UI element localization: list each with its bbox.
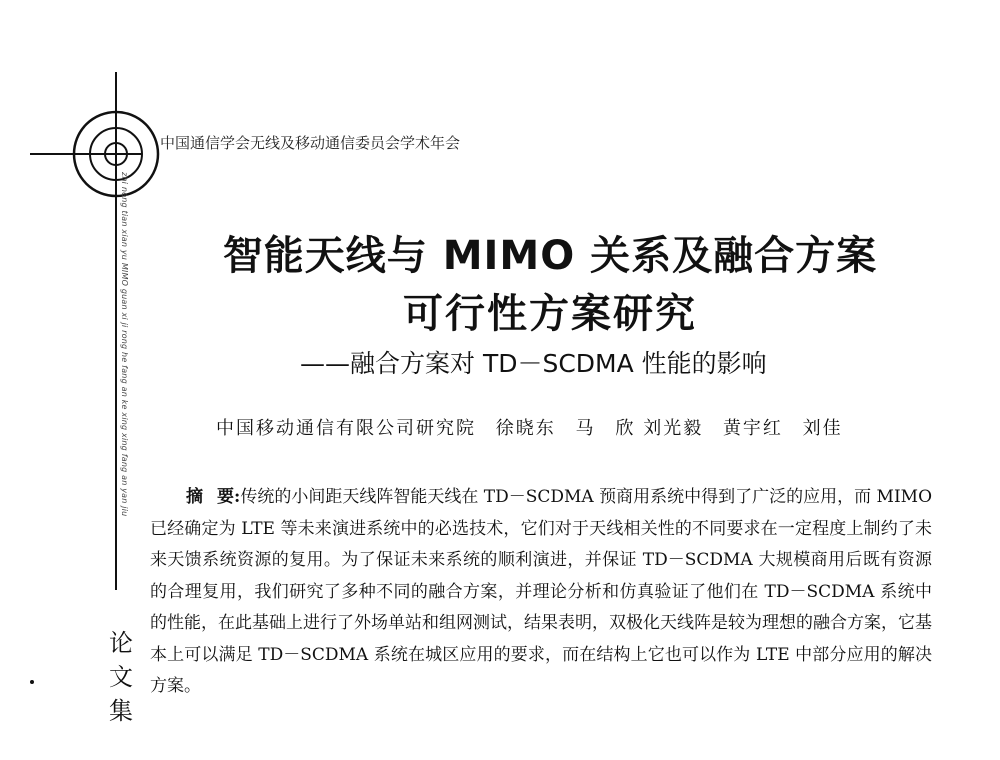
abstract-text: 传统的小间距天线阵智能天线在 TD－SCDMA 预商用系统中得到了广泛的应用，而 MIMO 已经确定为 LTE 等未来演进系统中的必选技术，它们对于天线相关性的不同要求在一定程度上制约了未来天馈系统资源的复用。为了保证未来系统的顺利演进，并保证 TD－SCDMA 大规模商用后既有资源的合理复用，我们研究了多种不同的融合方案，并理论分析和仿真验证了他们在 TD－SCDMA 系统中的性能，在此基础上进行了外场单站和组网测试，结果表明，双极化天线阵是较为理想的融合方案，它基本上可以满足 TD－SCDMA 系统在城区应用的要求，而在结构上它也可以作为 LTE 中部分应用的解决方案。 bbox=[150, 487, 933, 696]
collection-label bbox=[106, 626, 136, 728]
pinyin-text: zhi neng tian xian yu MIMO guan xi ji rong he fang an ke xing xing fang an yan jiu bbox=[120, 172, 129, 517]
author-name: 徐晓东 bbox=[495, 418, 556, 439]
abstract-label-colon: : bbox=[234, 487, 241, 507]
collection-char-2: 文 bbox=[109, 663, 133, 691]
abstract bbox=[150, 482, 932, 703]
collection-char-3: 集 bbox=[109, 697, 133, 725]
author-name: 黄宇红 bbox=[722, 418, 783, 439]
conference-header: 中国通信学会无线及移动通信委员会学术年会 bbox=[160, 134, 461, 152]
affiliation: 中国移动通信有限公司研究院 bbox=[216, 418, 476, 439]
author-name: 刘佳 bbox=[802, 418, 843, 439]
abstract-label-first: 摘 bbox=[186, 487, 218, 507]
margin-dot bbox=[30, 680, 34, 684]
paper-title-line-2: 可行性方案研究 bbox=[403, 291, 697, 337]
author-name: 刘光毅 bbox=[643, 418, 704, 439]
paper-title-line-1: 智能天线与 MIMO 关系及融合方案 bbox=[222, 233, 878, 279]
paper-subtitle: ——融合方案对 TD－SCDMA 性能的影响 bbox=[300, 349, 767, 378]
collection-char-1: 论 bbox=[109, 629, 133, 657]
author-line bbox=[216, 414, 843, 440]
author-name: 马 欣 bbox=[575, 418, 636, 439]
abstract-label-second: 要 bbox=[217, 487, 235, 507]
